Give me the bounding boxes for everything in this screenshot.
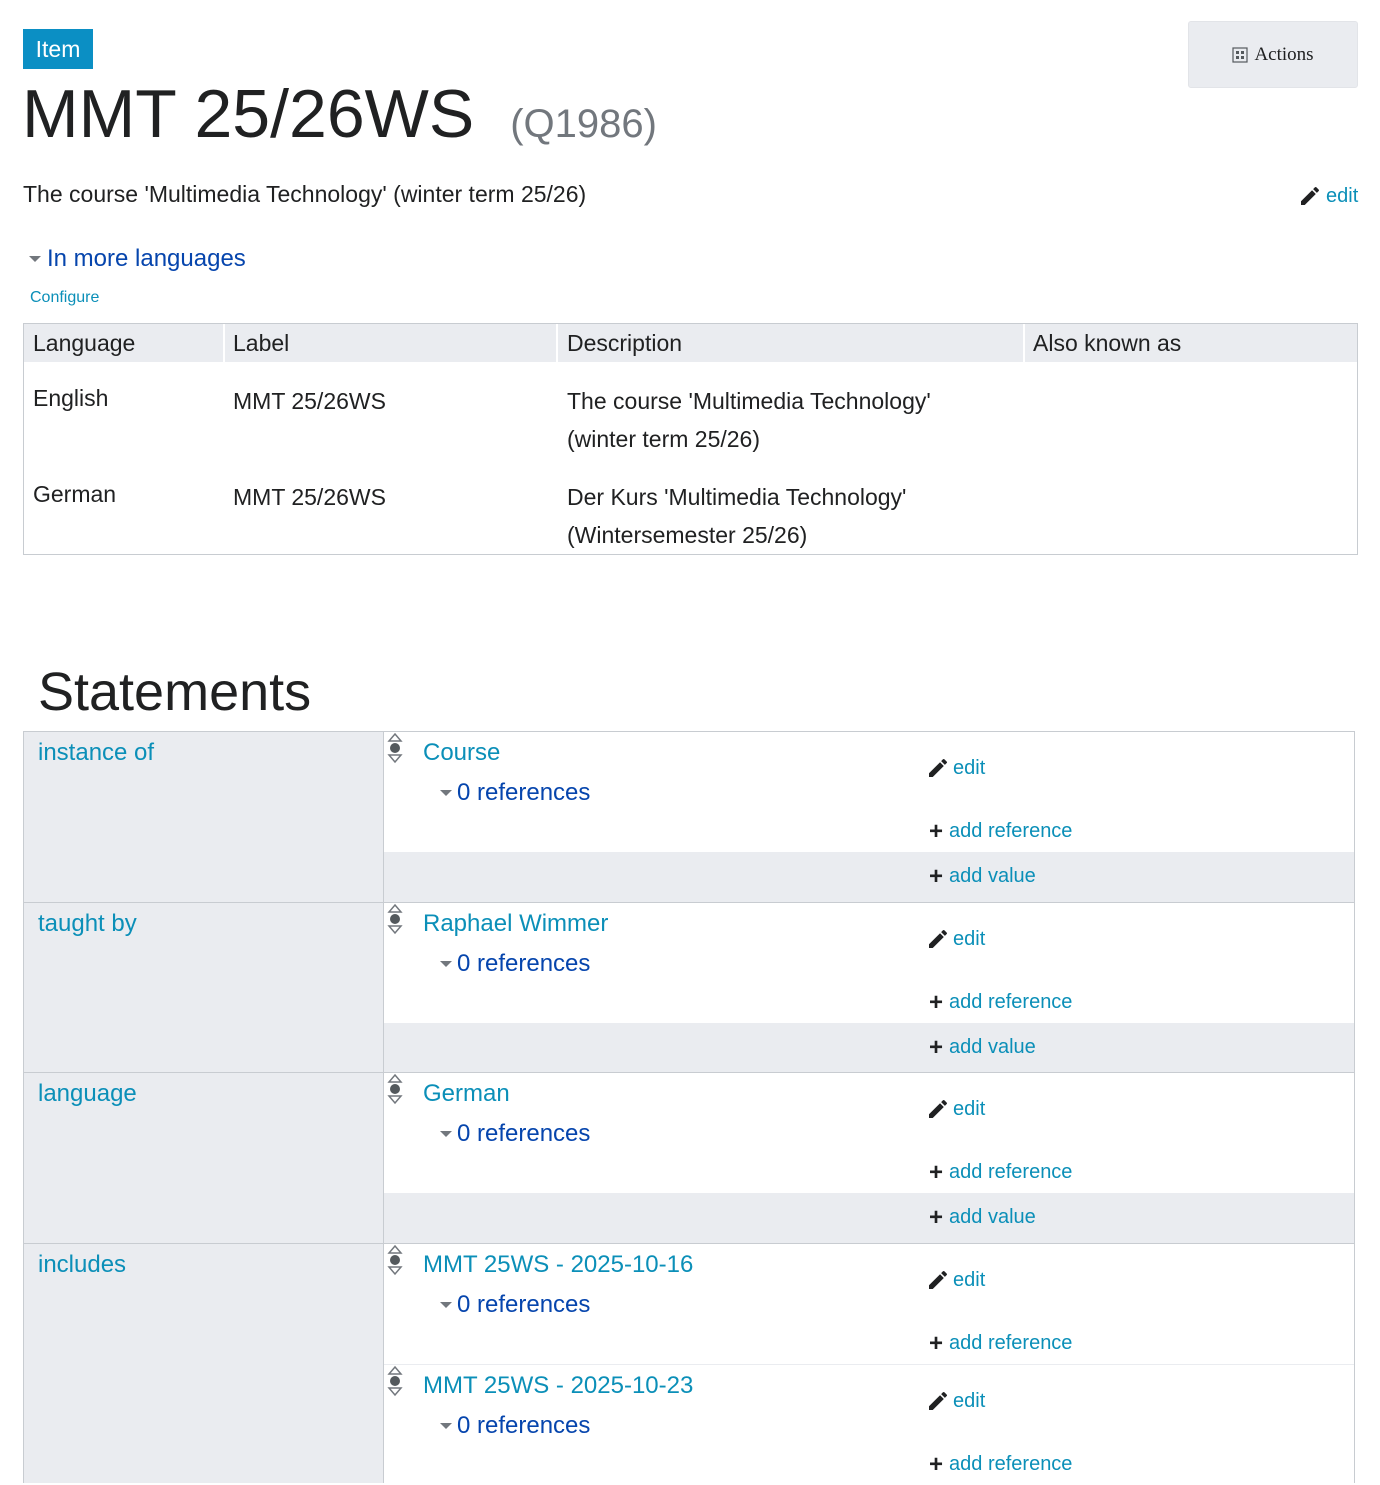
references-toggle[interactable] (440, 950, 590, 978)
references-label: 0 references (457, 950, 591, 977)
add-value-label: add value (949, 865, 1036, 887)
rank-selector-icon[interactable] (386, 1244, 404, 1281)
column-header: Label (233, 330, 290, 356)
rank-selector-icon[interactable] (386, 732, 404, 769)
chevron-down-icon (440, 1302, 452, 1308)
property-link[interactable]: language (38, 1080, 137, 1107)
property-link[interactable]: instance of (38, 739, 155, 766)
references-label: 0 references (457, 779, 591, 806)
statement-value[interactable]: Course (423, 739, 501, 766)
edit-statement-button[interactable] (926, 756, 985, 780)
actions-menu-button[interactable] (1188, 21, 1358, 88)
edit-terms-button[interactable] (1298, 184, 1358, 208)
actions-icon (1232, 47, 1248, 63)
property-link[interactable]: includes (38, 1251, 127, 1278)
edit-label: edit (953, 1389, 986, 1412)
pencil-icon (926, 1097, 950, 1121)
statement-value[interactable]: German (423, 1080, 510, 1107)
property-cell (24, 903, 384, 1072)
configure-link[interactable]: Configure (30, 289, 100, 306)
statement-group (23, 1243, 1355, 1483)
item-id: (Q1986) (510, 102, 657, 146)
statement-group (23, 902, 1355, 1072)
statement-group (23, 1072, 1355, 1243)
label-cell: MMT 25/26WS (233, 388, 386, 414)
chevron-down-icon (440, 1131, 452, 1137)
plus-icon: + (929, 1450, 944, 1478)
references-toggle[interactable] (440, 1120, 590, 1148)
add-reference-label: add reference (949, 1453, 1073, 1475)
references-label: 0 references (457, 1291, 591, 1318)
rank-selector-icon[interactable] (386, 1073, 404, 1110)
label-cell: MMT 25/26WS (233, 484, 386, 510)
add-reference-button[interactable] (929, 1450, 1073, 1478)
property-cell (24, 1244, 384, 1483)
entity-type-badge: Item (23, 29, 93, 69)
plus-icon: + (929, 1329, 944, 1357)
more-languages-label: In more languages (47, 245, 246, 272)
pencil-icon (1298, 184, 1322, 208)
item-label: MMT 25/26WS (22, 76, 475, 152)
more-languages-toggle[interactable] (29, 245, 246, 273)
add-reference-button[interactable] (929, 817, 1073, 845)
table-header (24, 324, 1357, 362)
references-toggle[interactable] (440, 1291, 590, 1319)
item-description: The course 'Multimedia Technology' (winter term 25/26) (23, 181, 587, 207)
statement (384, 1244, 1354, 1364)
add-value-row (384, 1193, 1354, 1243)
column-header: Description (567, 330, 683, 356)
statement-group (23, 731, 1355, 902)
chevron-down-icon (440, 790, 452, 796)
edit-label: edit (953, 756, 986, 779)
property-cell (24, 1073, 384, 1243)
column-header: Also known as (1033, 330, 1182, 356)
add-reference-label: add reference (949, 991, 1073, 1013)
statement (384, 1364, 1354, 1485)
plus-icon: + (929, 1203, 944, 1231)
edit-label: edit (1326, 184, 1359, 207)
add-reference-label: add reference (949, 1161, 1073, 1183)
edit-label: edit (953, 927, 986, 950)
chevron-down-icon (29, 256, 41, 262)
pencil-icon (926, 1389, 950, 1413)
plus-icon: + (929, 1033, 944, 1061)
add-value-row (384, 1023, 1354, 1073)
description-cell: The course 'Multimedia Technology' (567, 388, 931, 414)
references-label: 0 references (457, 1412, 591, 1439)
statement-value[interactable]: MMT 25WS - 2025-10-16 (423, 1251, 694, 1278)
statement-value[interactable]: Raphael Wimmer (423, 910, 609, 937)
rank-selector-icon[interactable] (386, 903, 404, 940)
edit-statement-button[interactable] (926, 1268, 985, 1292)
languages-table (23, 323, 1358, 555)
column-header: Language (33, 330, 136, 356)
references-toggle[interactable] (440, 1412, 590, 1440)
add-value-button[interactable] (929, 862, 1036, 890)
add-value-button[interactable] (929, 1203, 1036, 1231)
add-reference-label: add reference (949, 1332, 1073, 1354)
add-reference-button[interactable] (929, 1329, 1073, 1357)
references-toggle[interactable] (440, 779, 590, 807)
add-value-label: add value (949, 1206, 1036, 1228)
property-link[interactable]: taught by (38, 910, 137, 937)
add-reference-button[interactable] (929, 1158, 1073, 1186)
add-value-row (384, 852, 1354, 902)
rank-selector-icon[interactable] (386, 1365, 404, 1402)
pencil-icon (926, 756, 950, 780)
edit-statement-button[interactable] (926, 927, 985, 951)
pencil-icon (926, 927, 950, 951)
edit-label: edit (953, 1097, 986, 1120)
plus-icon: + (929, 988, 944, 1016)
statement (384, 903, 1354, 1023)
description-cell: Der Kurs 'Multimedia Technology' (567, 484, 907, 510)
actions-label: Actions (1254, 43, 1314, 65)
description-cell: (winter term 25/26) (567, 426, 761, 452)
chevron-down-icon (440, 1423, 452, 1429)
edit-label: edit (953, 1268, 986, 1291)
edit-statement-button[interactable] (926, 1097, 985, 1121)
plus-icon: + (929, 1158, 944, 1186)
add-reference-label: add reference (949, 820, 1073, 842)
language-cell: German (33, 481, 117, 507)
edit-statement-button[interactable] (926, 1389, 985, 1413)
add-value-button[interactable] (929, 1033, 1036, 1061)
language-cell: English (33, 385, 109, 411)
add-reference-button[interactable] (929, 988, 1073, 1016)
plus-icon: + (929, 862, 944, 890)
statement-value[interactable]: MMT 25WS - 2025-10-23 (423, 1372, 694, 1399)
chevron-down-icon (440, 961, 452, 967)
statement (384, 732, 1354, 852)
description-cell: (Wintersemester 25/26) (567, 522, 808, 548)
page-title (22, 76, 657, 162)
plus-icon: + (929, 817, 944, 845)
statement (384, 1073, 1354, 1193)
references-label: 0 references (457, 1120, 591, 1147)
property-cell (24, 732, 384, 902)
statements-heading: Statements (38, 662, 312, 722)
add-value-label: add value (949, 1036, 1036, 1058)
pencil-icon (926, 1268, 950, 1292)
